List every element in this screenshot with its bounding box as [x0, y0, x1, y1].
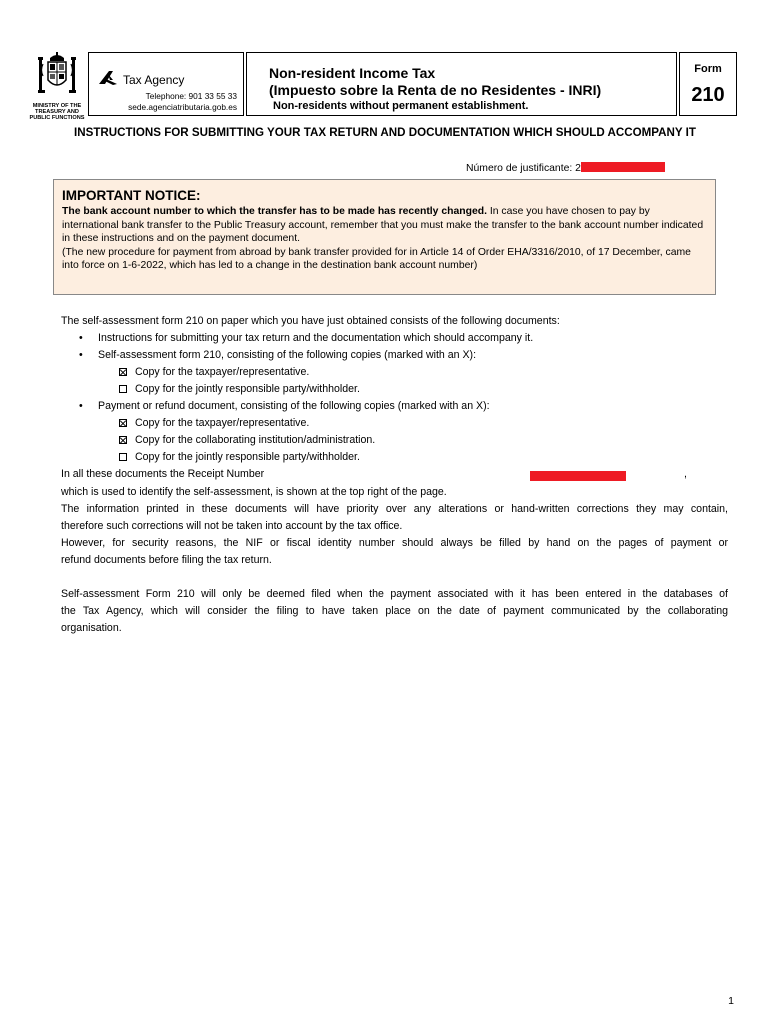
- agency-box: [88, 52, 244, 116]
- copy-label: Copy for the taxpayer/representative.: [135, 366, 310, 378]
- notice-text-2: (The new procedure for payment from abroad by bank transfer provided for in Article 14 of Order EHA/3316/2010, of 17 December, came into force on 1-6-2022, which has led to a change in the destination bank account number): [62, 246, 691, 272]
- notice-bold-text: The bank account number to which the transfer has to be made has recently changed.: [62, 206, 487, 217]
- copy-item: [119, 434, 375, 446]
- list-item: Self-assessment form 210, consisting of the following copies (marked with an X):: [98, 349, 477, 361]
- ministry-logo: [26, 52, 88, 121]
- copy-label: Copy for the taxpayer/representative.: [135, 417, 310, 429]
- notice-body: [62, 205, 707, 273]
- tax-agency-logo-icon: [97, 69, 119, 87]
- copy-item: [119, 451, 360, 463]
- copy-label: Copy for the jointly responsible party/withholder.: [135, 451, 360, 463]
- paragraph-line: therefore such corrections will not be taken into account by the tax office.: [61, 520, 403, 532]
- copy-item: [119, 366, 309, 378]
- copy-item: [119, 417, 309, 429]
- checkbox-unchecked[interactable]: [119, 385, 127, 393]
- list-item: Payment or refund document, consisting of the following copies (marked with an X):: [98, 400, 490, 412]
- redaction-bar: [581, 162, 665, 172]
- bullet-marker: •: [79, 400, 83, 412]
- paragraph-line: which is used to identify the self-assessment, is shown at the top right of the page.: [61, 486, 447, 498]
- agency-name: Tax Agency: [123, 73, 185, 87]
- agency-telephone: Telephone: 901 33 55 33: [145, 91, 237, 101]
- intro-line: The self-assessment form 210 on paper which you have just obtained consists of the following documents:: [61, 315, 560, 327]
- checkbox-checked[interactable]: [119, 436, 127, 444]
- list-item: Instructions for submitting your tax return and the documentation which should accompany it.: [98, 332, 534, 344]
- form-title: Non-resident Income Tax: [269, 65, 436, 81]
- bullet-marker: •: [79, 332, 83, 344]
- royal-crest-icon: [37, 52, 77, 96]
- paragraph-line: Self-assessment Form 210 will only be deemed filed when the payment associated with it has been entered in the databases of: [61, 588, 728, 600]
- checkbox-checked[interactable]: [119, 368, 127, 376]
- paragraph-line: the Tax Agency, which will consider the filing to have taken place on the date of payment communicated by the collaborating: [61, 605, 728, 617]
- paragraph-line: The information printed in these documents will have priority over any alterations or hand-written corrections they may contain,: [61, 503, 728, 515]
- page-number: 1: [728, 995, 734, 1007]
- paragraph-line: organisation.: [61, 622, 122, 634]
- receipt-number-label: Número de justificante: 2: [466, 163, 581, 174]
- checkbox-unchecked[interactable]: [119, 453, 127, 461]
- notice-text: In case you have chosen to pay by international bank transfer to the Public Treasury account, remember that you must make the transfer to the bank account number indicated in these instructions and on the payment document.: [62, 206, 704, 245]
- copy-label: Copy for the jointly responsible party/withholder.: [135, 383, 360, 395]
- receipt-comma: ,: [684, 468, 687, 480]
- important-notice: [53, 179, 716, 295]
- form-label: Form: [694, 63, 722, 75]
- paragraph-line: refund documents before filing the tax return.: [61, 554, 272, 566]
- redaction-bar: [530, 471, 626, 481]
- agency-website: sede.agenciatributaria.gob.es: [128, 102, 237, 112]
- notice-title: IMPORTANT NOTICE:: [62, 188, 201, 203]
- ministry-name: MINISTRY OF THE TREASURY AND PUBLIC FUNCTIONS: [29, 103, 85, 121]
- receipt-line: In all these documents the Receipt Number: [61, 468, 265, 480]
- form-note: Non-residents without permanent establishment.: [273, 100, 529, 112]
- instructions-heading: INSTRUCTIONS FOR SUBMITTING YOUR TAX RETURN AND DOCUMENTATION WHICH SHOULD ACCOMPANY IT: [74, 126, 696, 139]
- copy-label: Copy for the collaborating institution/administration.: [135, 434, 376, 446]
- title-box: [246, 52, 677, 116]
- checkbox-checked[interactable]: [119, 419, 127, 427]
- form-subtitle: (Impuesto sobre la Renta de no Residentes - INRI): [269, 82, 602, 98]
- copy-item: [119, 383, 360, 395]
- form-number: 210: [691, 84, 725, 106]
- paragraph-line: However, for security reasons, the NIF or fiscal identity number should always be filled by hand on the pages of payment or: [61, 537, 728, 549]
- receipt-number: [466, 162, 665, 174]
- form-number-box: [679, 52, 737, 116]
- bullet-marker: •: [79, 349, 83, 361]
